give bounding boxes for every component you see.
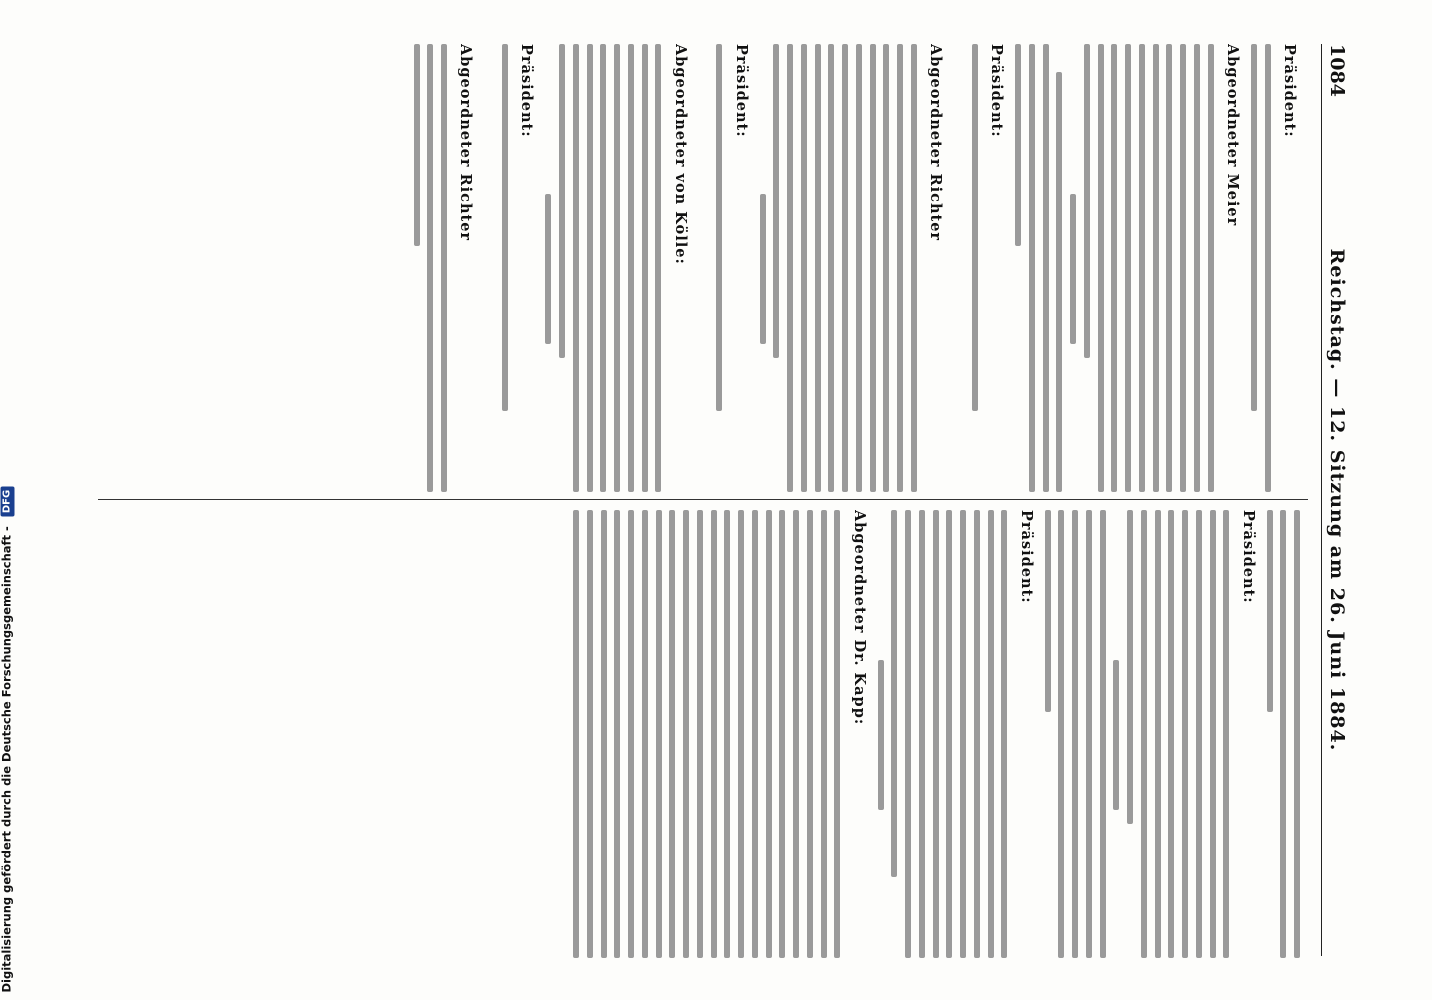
speaker-label: Abgeordneter Richter: [927, 44, 945, 242]
text-line: [1072, 510, 1078, 958]
text-line: [960, 510, 966, 958]
text-line: [884, 44, 890, 492]
page-number: 1084: [1326, 44, 1348, 97]
text-line: [1208, 44, 1214, 492]
text-line: [601, 510, 607, 958]
text-line: [878, 660, 884, 810]
running-head: Reichstag. — 12. Sitzung am 26. Juni 1884.: [1326, 248, 1348, 752]
right-column: [98, 510, 1308, 958]
digitization-footer: [0, 486, 14, 992]
text-line: [1043, 44, 1049, 492]
page-header: [1321, 44, 1348, 956]
text-line: [573, 510, 579, 958]
text-line: [1180, 44, 1186, 492]
text-line: [1100, 510, 1106, 958]
text-line: [842, 44, 848, 492]
speaker-label: Abgeordneter Dr. Kapp:: [850, 510, 868, 726]
speaker-label: Präsident:: [988, 44, 1006, 138]
text-line: [1294, 510, 1300, 958]
text-line: [615, 510, 621, 958]
text-line: [642, 44, 648, 492]
text-line: [1167, 44, 1173, 492]
text-line: [911, 44, 917, 492]
text-line: [656, 44, 662, 492]
left-column: [98, 44, 1308, 492]
text-line: [1002, 510, 1008, 958]
text-line: [787, 44, 793, 492]
text-line: [801, 44, 807, 492]
text-line: [502, 44, 508, 411]
text-line: [1098, 44, 1104, 492]
text-line: [1251, 44, 1257, 411]
text-line: [1139, 44, 1145, 492]
column-divider: [98, 499, 1308, 500]
text-line: [642, 510, 648, 958]
text-line: [628, 510, 634, 958]
text-line: [1015, 44, 1021, 246]
text-line: [601, 44, 607, 492]
text-line: [414, 44, 420, 246]
text-line: [1127, 510, 1133, 824]
text-line: [974, 510, 980, 958]
text-line: [1070, 194, 1076, 344]
text-line: [587, 44, 593, 492]
text-line: [947, 510, 953, 958]
text-line: [760, 194, 766, 344]
speaker-label: Präsident:: [1281, 44, 1298, 138]
text-line: [1196, 510, 1202, 958]
text-line: [766, 510, 772, 958]
text-line: [1084, 44, 1090, 358]
text-line: [933, 510, 939, 958]
text-line: [1057, 72, 1063, 492]
text-line: [1265, 44, 1271, 492]
text-line: [656, 510, 662, 958]
text-line: [829, 44, 835, 492]
text-line: [905, 510, 911, 958]
dfg-logo: DFG: [0, 486, 14, 515]
text-line: [697, 510, 703, 958]
text-line: [428, 44, 434, 492]
text-line: [1141, 510, 1147, 958]
text-line: [752, 510, 758, 958]
text-line: [1267, 510, 1273, 712]
text-line: [780, 510, 786, 958]
text-line: [774, 44, 780, 358]
text-line: [1224, 510, 1230, 958]
text-line: [1029, 44, 1035, 492]
footer-text: Digitalisierung gefördert durch die Deutsche Forschungsgemeinschaft -: [0, 525, 14, 992]
text-line: [1112, 44, 1118, 492]
text-line: [856, 44, 862, 492]
text-line: [573, 44, 579, 492]
text-line: [1086, 510, 1092, 958]
text-line: [738, 510, 744, 958]
speaker-label: Präsident:: [1239, 510, 1257, 604]
text-line: [670, 510, 676, 958]
text-line: [1169, 510, 1175, 958]
text-line: [1194, 44, 1200, 492]
speaker-label: Abgeordneter von Kölle:: [671, 44, 689, 265]
text-line: [1045, 510, 1051, 712]
text-line: [1059, 510, 1065, 958]
speaker-label: Abgeordneter Richter: [457, 44, 475, 242]
text-line: [587, 510, 593, 958]
text-line: [972, 44, 978, 411]
text-line: [1210, 510, 1216, 958]
speaker-label: Präsident:: [518, 44, 536, 138]
text-line: [821, 510, 827, 958]
text-line: [614, 44, 620, 492]
speaker-label: Abgeordneter Meier: [1224, 44, 1241, 227]
text-line: [711, 510, 717, 958]
text-line: [1182, 510, 1188, 958]
text-line: [1114, 660, 1120, 810]
text-line: [919, 510, 925, 958]
text-line: [807, 510, 813, 958]
text-line: [892, 510, 898, 877]
text-line: [1125, 44, 1131, 492]
text-line: [897, 44, 903, 492]
text-line: [835, 510, 841, 958]
rotated-page-scan: [66, 20, 1366, 980]
text-line: [546, 194, 552, 344]
text-line: [1281, 510, 1287, 958]
text-line: [725, 510, 731, 958]
text-line: [717, 44, 723, 411]
text-line: [815, 44, 821, 492]
text-line: [559, 44, 565, 358]
speaker-label: Präsident:: [732, 44, 750, 138]
speaker-label: Präsident:: [1017, 510, 1035, 604]
text-line: [870, 44, 876, 492]
text-line: [441, 44, 447, 492]
text-line: [628, 44, 634, 492]
text-line: [1153, 44, 1159, 492]
text-line: [1155, 510, 1161, 958]
text-line: [988, 510, 994, 958]
text-line: [683, 510, 689, 958]
text-line: [793, 510, 799, 958]
